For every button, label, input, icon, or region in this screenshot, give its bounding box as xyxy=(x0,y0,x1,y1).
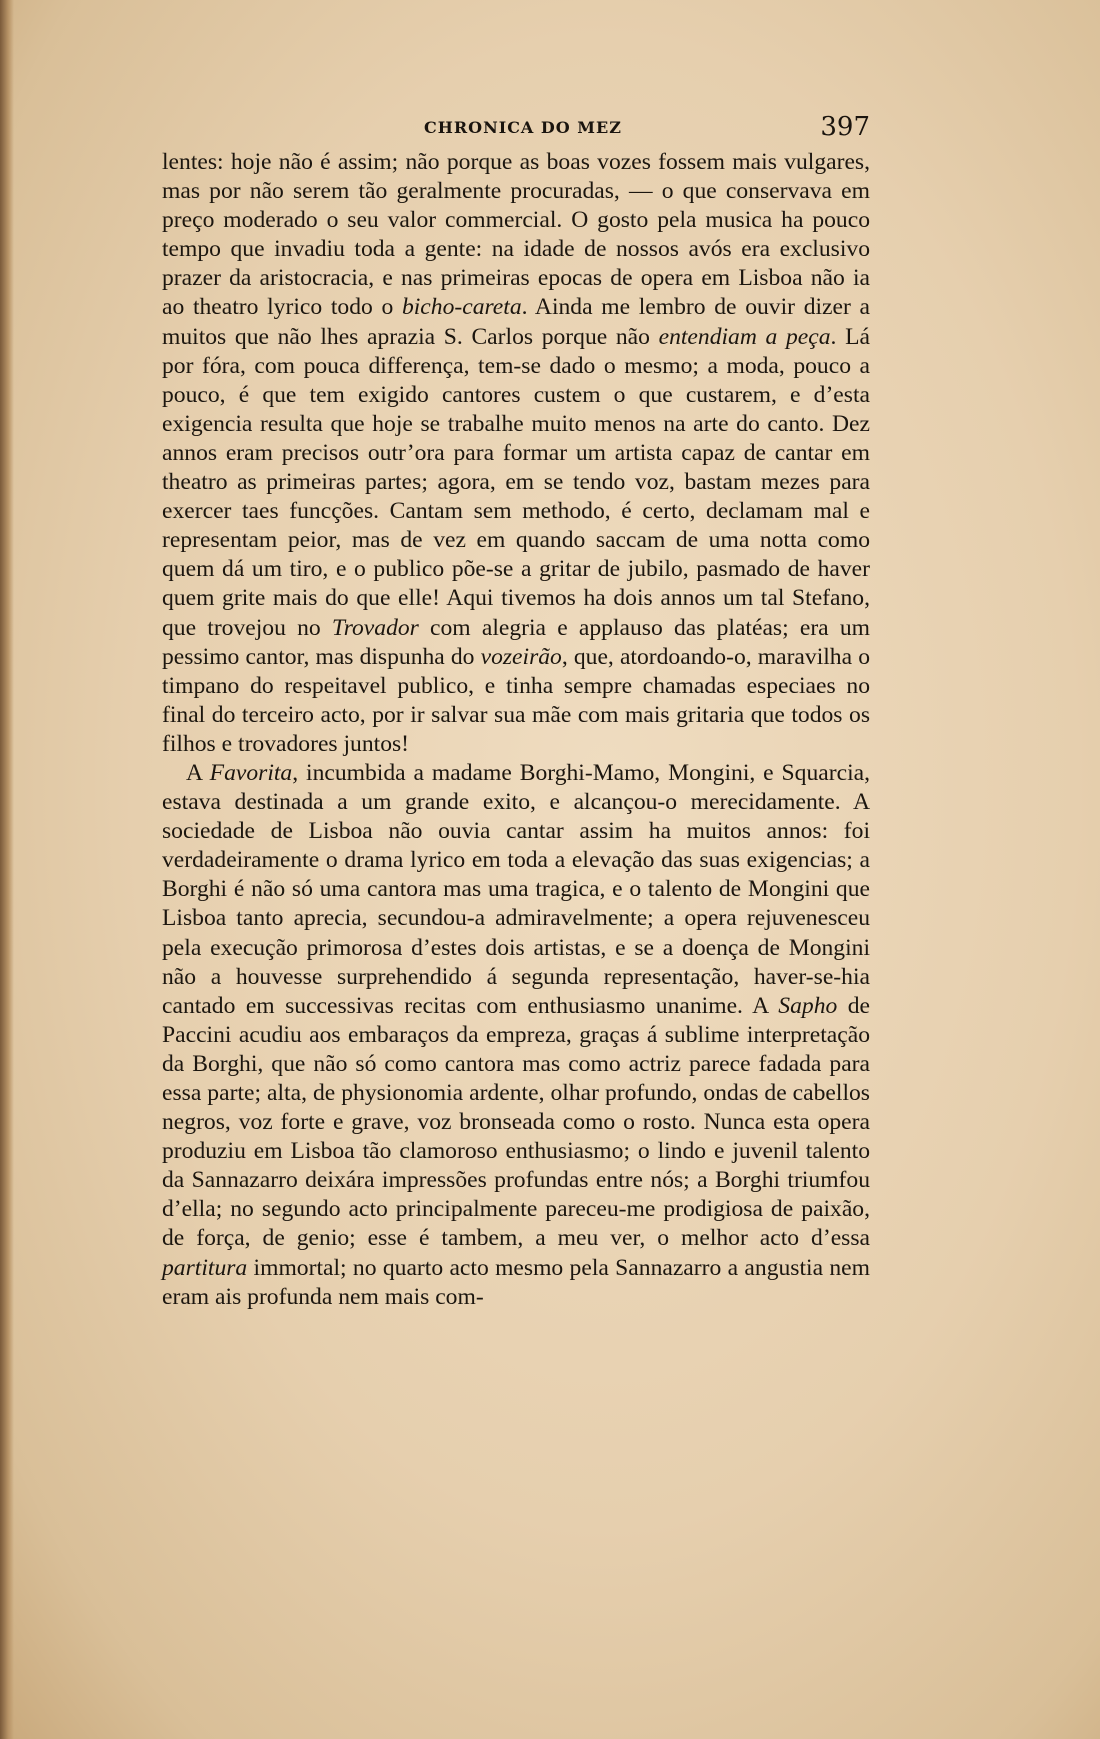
page-header xyxy=(162,112,872,148)
page-number: 397 xyxy=(820,112,870,142)
text-segment: A xyxy=(186,759,210,786)
body-text xyxy=(162,148,870,1312)
text-segment: , incumbida a madame Borghi-Mamo, Mongini, e Squarcia, estava destinada a um grande exito, e alcançou-o merecidamente. A sociedade de Lisboa não ouvia cantar assim ha muitos annos: foi verdadeiramente o drama lyrico em toda a elevação das suas exigencias; a Borghi é não só uma cantora mas uma tragica, e o talento de Mongini que Lisboa tanto aprecia, secundou-a admiravelmente; a opera rejuvenesceu pela execução primorosa d’estes dois artistas, e se a doença de Mongini não a houvesse surprehendido á segunda representação, haver-se-hia cantado em successivas recitas com enthusiasmo unanime. A xyxy=(162,759,871,1019)
italic-segment: bicho-careta xyxy=(401,294,522,321)
italic-segment: vozeirão xyxy=(480,643,562,670)
text-segment: . Lá por fóra, com pouca differença, tem-se dado o mesmo; a moda, pouco a pouco, é que tem exigido cantores custem o que custarem, e d’esta exigencia resulta que hoje se trabalhe muito menos na arte do canto. Dez annos eram precisos outr’ora para formar um artista capaz de cantar em theatro as primeiras partes; agora, em se tendo voz, bastam mezes para exercer taes funcções. Cantam sem methodo, é certo, declamam mal e representam peior, mas de vez em quando saccam de uma notta como quem dá um tiro, e o publico põe-se a gritar de jubilo, pasmado de haver quem grite mais do que elle! Aqui tivemos ha dois annos um tal Stefano, que trovejou no xyxy=(162,323,870,641)
paragraph-2 xyxy=(162,759,870,1312)
running-title: CHRONICA DO MEZ xyxy=(424,118,622,137)
italic-segment: Trovador xyxy=(331,614,419,641)
text-segment: , que, atordoando-o, maravilha o timpano do respeitavel publico, e tinha sempre chamadas especiaes no final do terceiro acto, por ir salvar sua mãe com mais gritaria que todos os filhos e trovadores juntos! xyxy=(162,643,870,757)
text-segment: lentes: hoje não é assim; não porque as boas vozes fossem mais vulgares, mas por não serem tão geralmente procuradas, — o que conservava em preço moderado o seu valor commercial. O gosto pela musica ha pouco tempo que invadiu toda a gente: na idade de nossos avós era exclusivo prazer da aristocracia, e nas primeiras epocas de opera em Lisboa não ia ao theatro lyrico todo o xyxy=(162,149,870,321)
italic-segment: Favorita xyxy=(209,759,293,786)
italic-segment: Sapho xyxy=(778,992,838,1019)
italic-segment: entendiam a peça xyxy=(658,323,831,350)
text-segment: de Paccini acudiu aos embaraços da empreza, graças á sublime interpretação da Borghi, que não só como cantora mas como actriz parece fadada para essa parte; alta, de physionomia ardente, olhar profundo, ondas de cabellos negros, voz forte e grave, voz bronseada como o rosto. Nunca esta opera produziu em Lisboa tão clamoroso enthusiasmo; o lindo e juvenil talento da Sannazarro deixára impressões profundas entre nós; a Borghi triumfou d’ella; no segundo acto principalmente pareceu-me prodigiosa de paixão, de força, de genio; esse é tambem, a meu ver, o melhor acto d’essa xyxy=(162,992,871,1252)
italic-segment: partitura xyxy=(162,1254,248,1281)
paragraph-1 xyxy=(162,148,870,759)
text-segment: . Ainda me lembro de ouvir dizer a muitos que não lhes aprazia S. Carlos porque não xyxy=(162,294,870,350)
text-segment: immortal; no quarto acto mesmo pela Sannazarro a angustia nem eram ais profunda nem mais com- xyxy=(162,1254,870,1310)
text-segment: com alegria e applauso das platéas; era um pessimo cantor, mas dispunha do xyxy=(162,614,870,670)
